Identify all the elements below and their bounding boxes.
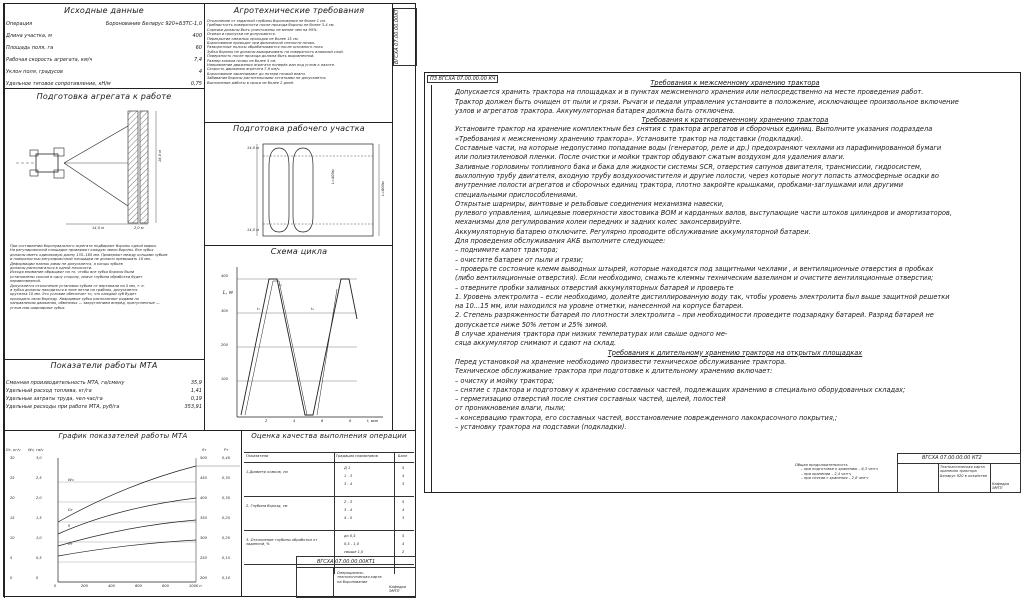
mta-chart-yleft2-tick: 0 [36,576,39,580]
mta-chart-yleft2-label: Wч, га/ч [28,448,44,452]
mta-chart-yleft2-tick: 2,5 [36,476,42,480]
left-stamp-code: ВГСХА 07.00.00.00КТ1 [317,559,376,565]
mta-chart-yright2-tick: 0,30 [222,496,231,500]
quality-row-points: 5 [402,466,405,470]
mta-chart-yleft-tick: 30 [10,456,15,460]
field-length-label: L=400м [331,169,335,184]
field-total-label: L=800м [381,181,385,196]
quality-row-grade: 0,5 - 1,0 [344,542,360,546]
mta-title: Показатели работы МТА [50,361,158,370]
mta-chart-curve-label: Эт [68,542,73,546]
left-drawing-sheet [3,3,416,597]
body-line: Перед установкой на хранение необходимо произвести техническое обслуживание трактора. [455,357,787,366]
quality-header-points: Балл [398,454,408,458]
body-line: Открытые шарниры, винтовые и резьбовые соединения механизма навески, [455,199,725,208]
mta-chart-x-tick: 600 [135,584,142,588]
prep-unit-text-line: направлению движения, обменных — закруглением вперёд, притупленные — [10,301,160,306]
body-line: – проверьте состояние клемм выводных штырей, которые находятся под защитными чехлами , и вентиляционные отверстия в пробках [455,264,934,273]
quality-row-points: 3 [402,482,405,486]
quality-row-name: 2. Глубина борозд, см [246,504,288,508]
agrotech-line: Боронование проводят при физической спелости почвы. [207,41,316,46]
right-notes-line-3: – при снятии с хранения – 2,8 чел·ч [801,476,869,481]
mta-row [6,404,202,410]
body-line: – поднимите капот трактора; [455,246,558,255]
right-title-block [897,453,1021,493]
body-line: «Требования к межсменному хранению трактора». Установите трактор на подставки (подкладки). [455,134,804,143]
mta-chart-yright-tick: 300 [200,536,207,540]
prep-unit-text-line: углом или шарнирные зубья. [10,305,66,310]
mta-chart-x-tick: 200 [81,584,88,588]
mta-label: Удельные затраты труда, чел·час/га [6,396,103,402]
body-line: – отверните пробки заливных отверстий аккумуляторных батарей и проверьте [455,283,734,292]
agrotech-line: Отклонение от заданной глубины боронования не более 1 см. [207,19,326,23]
agrotech-line: Разворотные полосы обрабатываются после основного поля. [207,45,324,50]
cycle-title: Схема цикла [270,247,328,256]
agrotech-line: Забивание бороны растительными остатками не допускается. [207,76,327,81]
mta-chart-yleft-tick: 15 [10,516,15,520]
mta-chart-curve-label: Wч [68,478,74,482]
prep-unit-text-line: Деформации планок рамы не допускается, а концы зубьев [10,261,123,266]
field-layout-drawing [207,138,391,242]
right-stamp-org: Кафедра ЭМТП [992,482,1010,491]
cycle-legend-t2: t₂ [279,283,282,287]
quality-header-grade: Градация нормативов [336,454,378,458]
quality-header-name: Показатели [246,454,269,458]
mta-row [6,388,202,394]
cycle-x-tick-2: 2 [265,419,268,423]
mta-chart-x-tick: 800 [162,584,169,588]
agrotech-line: Боронование заканчивают до потери почвой влаги. [207,71,306,76]
mta-chart-yright-tick: 350 [200,516,207,520]
prep-unit-text-line: проходить свою борозду. Кварцевые зубья располагают рядами по [10,296,140,301]
cycle-y-tick-300: 300 [221,309,228,313]
prep-unit-text-line: установлены скосом в одну сторону, иначе глубина обработки будет [10,274,143,279]
initial-data-value: 7,4 [194,57,202,63]
section-heading: Требования к межсменному хранению трактора [650,79,820,87]
mta-chart-yleft2-tick: 3,0 [36,456,42,460]
section-heading: Требования к кратковременному хранению трактора [641,116,829,125]
prep-unit-text-line: Допускается отклонение установки зубьев от вертикали на 5 мм, т. е. [10,283,145,288]
mta-chart-title: График показателей работы МТА [58,432,188,440]
prep-unit-text-line: На регулировочной площадке проверяют каждую звено бороны. Все зубья [10,248,154,253]
body-line: В случае хранения трактора при низких температурах или свыше одного ме- [455,330,728,339]
right-stamp-code: ВГСХА 07.00.00.00 КТ2 [922,455,982,461]
initial-data-label: Рабочая скорость агрегата, км/ч [6,57,93,63]
agrotech-line: Размер комков почвы не более 5 см. [207,58,277,63]
mta-chart-yright-label: Sт [202,448,207,452]
mta-row [6,396,202,402]
initial-data-row [6,45,202,51]
initial-data-value: 400 [192,33,202,39]
right-drawing-sheet [424,72,1021,493]
prep-field-section [207,124,391,244]
body-line: – снятие с трактора и подготовку к хранению составных частей, подлежащих хранению в специально оборудованных складах; [455,385,906,394]
prep-unit-text-line: а зубья должны находиться в зоне петли на граблях, допускается [10,288,138,293]
body-line: узлов и агрегатов трактора. Аккумуляторная батарея должна быть отключена. [455,106,735,115]
initial-data-value: 0,75 [190,81,202,87]
mta-chart-yleft-tick: 5 [10,556,13,560]
body-line: сяца аккумулятор снимают и сдают на склад. [455,339,617,348]
mta-chart-yleft-tick: 20 [10,496,15,500]
mta-chart-yright-tick: 500 [200,456,207,460]
right-notes-line-2: – при хранении – 2,4 чел·ч [801,471,852,476]
body-line: выхлопную трубу двигателя, входную трубу воздухоочистителя и другие полости, через которые могут попасть атмосферные осадки во [455,171,939,180]
initial-data-section [6,6,202,93]
mta-chart-yleft-tick: 0 [10,576,13,580]
cycle-section [207,247,391,429]
body-line: Аккумуляторную батарею отключите. Регулярно проводите обслуживание аккумуляторной батареи. [455,227,811,236]
mta-chart-yright2-tick: 0,15 [222,556,231,560]
mta-label: Сменная производительность МТА, га/смену [6,380,125,386]
right-stamp-title: Технологическая карта хранения трактора Беларус 920 в хозяйстве [940,465,988,478]
dim-hitch-label: 2,0 м [134,226,144,230]
agrotech-line: Выполнение работы в сроки не более 2 дней. [207,80,295,85]
left-title-block [296,556,416,598]
cycle-legend-t3: t₃ [311,307,314,311]
mta-chart-yleft-tick: 25 [10,476,15,480]
body-line: механизмы для регулирования колеи передних и задних колес законсервируйте. [455,218,742,227]
body-line: рулевого управления, шлицевые поверхности хвостовика ВОМ и карданных валов, выступающие части штоков цилиндров и амортизаторов, [455,209,952,218]
body-line: Установите трактор на хранение комплектным без снятия с трактора агрегатов и сборочных единиц. Выполните указания подраздела [455,125,933,134]
left-corner-code: ВГСХА 07.00.00.00КТ [393,8,417,66]
quality-row-points: 5 [402,500,405,504]
body-line: 2. Степень разряженности батарей по плотности электролита – при необходимости проведите подзарядку батарей. Разряд батарей не [455,311,934,320]
cycle-y-tick-200: 200 [221,343,228,347]
cycle-chart [207,259,391,427]
mta-chart-yright-tick: 450 [200,476,207,480]
mta-section [6,361,202,429]
right-notes-line-1: – при подготовке к хранению – 6,3 чел·ч [801,467,879,472]
quality-row-name: 3. Отклонение глубины обработки от заданной, % [246,538,318,547]
initial-data-row [6,33,202,39]
mta-chart-x-tick: 1000 п [189,584,202,588]
prep-unit-title: Подготовка агрегата к работе [36,92,172,101]
right-notes-title: Общая продолжительность [795,463,848,467]
mta-chart-curve-label: Gт [68,508,73,512]
cycle-legend-t1: t₁ [257,307,260,311]
initial-data-label: Площадь поля, га [6,45,54,51]
mta-chart-section [6,432,240,596]
initial-data-row [6,57,202,63]
quality-row-points: 5 [402,534,405,538]
quality-row-divider [244,530,414,531]
prep-unit-text-line: и поверхностью регулировочной площадки не должно превышать 10 мм. [10,257,151,262]
agrotech-title: Агротехнические требования [233,6,365,15]
body-line: Для проведения обслуживания АКБ выполните следующее: [455,237,666,246]
harrow-unit-drawing [6,106,202,231]
prep-unit-text-line: должны располагаться в одной плоскости. [10,266,93,271]
mta-chart-yright2-tick: 0,25 [222,516,231,520]
quality-row-points: 2 [402,550,405,554]
dim-width-label: 16,0 м [158,150,162,162]
mta-chart-yright-tick: 200 [200,576,207,580]
quality-row-grade: свыше 1,0 [344,550,364,554]
prep-unit-section [6,92,202,357]
prep-unit-text-line: При составлении боронувального агрегата подбирают бороны одной марки. [10,244,157,248]
left-stamp-org: Кафедра ЭМТП [389,585,407,594]
quality-row-grade: 3 - 4 [344,482,353,486]
agrotech-line: Сорняки должны быть уничтожены не менее чем на 95%. [207,27,318,32]
cycle-y-tick-100: 100 [221,377,228,381]
field-turn-width-label: 14,0 м [247,146,259,150]
quality-row-grade: 3 - 4 [344,508,353,512]
quality-row-grade: 2 - 3 [344,500,353,504]
quality-row-grade: 4 - 5 [344,516,353,520]
cycle-x-label: t, мин [367,419,379,423]
section-heading: Требования к длительному хранению трактора на открытых площадках [607,348,863,357]
mta-row [6,380,202,386]
quality-row-grade: до 0,5 [344,534,356,538]
mta-value: 1,41 [190,388,202,394]
mta-label: Удельные расходы при работе МТА, руб/га [6,404,120,410]
initial-data-value: 60 [195,45,202,51]
initial-data-label: Длина участка, м [6,33,52,39]
prep-unit-text-line: неравномерной. [10,279,41,284]
body-line: Допускается хранить трактора на площадках и в пунктах межсменного хранения или непосредственно на месте проведения работ. [455,88,924,97]
body-line: Заливные горловины топливного бака и бака для жидкости системы SCR, отверстия сапунов двигателя, трансмиссии, гидросистем, [455,162,922,171]
mta-chart-x-tick: 0 [54,584,57,588]
left-stamp-title: Операционно-технологическая карта на боронование [337,571,382,584]
mta-chart-yleft2-tick: 0,5 [36,556,42,560]
agrotech-line: Гребнистость поверхности после прохода бороны не более 3-4 см. [207,23,335,28]
initial-data-label: Удельное тяговое сопротивление, кН/м [6,81,111,87]
mta-value: 353,91 [184,404,202,410]
quality-section [244,432,414,574]
body-line: допускается ниже 50% летом и 25% зимой. [455,320,609,329]
body-line: – очистите батареи от пыли и грязи; [455,255,584,264]
quality-row-points: 3 [402,516,405,520]
initial-data-value: 4 [198,69,202,75]
agrotech-line: Перекрытие смежных проходов не более 15 см. [207,36,299,41]
right-corner-code: ПЗ ВГСХА 07.00.00.00 КЧ [427,75,498,83]
mta-chart-yright-tick: 250 [200,556,207,560]
mta-chart-curve-label: S [68,524,71,528]
body-line: Составные части, на которые недопустимо попадание воды (генератор, реле и др.) предохраняют чехлами из парафинированной бумаги [455,144,942,153]
quality-row-points: 4 [402,542,405,546]
mta-value: 0,19 [190,396,202,402]
initial-data-label: Уклон поля, градусов [6,69,63,75]
agrotech-section [207,6,391,85]
cycle-y-label: L, м [223,290,233,296]
quality-title: Оценка качества выполнения операции [251,432,407,440]
mta-chart-yright-tick: 400 [200,496,207,500]
mta-chart-yright2-tick: 0,35 [222,476,231,480]
initial-data-label: Операция [6,21,33,27]
body-line: (либо вентиляционные отверстия). Если необходимо, смажьте клеммы техническим вазелином и очистите вентиляционные отверстия; [455,274,934,283]
dim-length-label: 14,0 м [92,226,104,230]
body-line: внутренние полости агрегатов и сборочных единиц трактора, плотно закройте крышками, пробками-заглушками или другими [455,181,904,190]
body-line: Трактор должен быть очищен от пыли и грязи. Рычаги и педали управления установите в положение, исключающее произвольное включение [455,97,959,106]
agrotech-line: Зубья бороны не должны выворачивать на поверхность влажный слой. [207,49,344,54]
initial-data-title: Исходные данные [64,6,144,15]
mta-chart-x-tick: 400 [108,584,115,588]
mta-value: 35,9 [190,380,202,386]
quality-row-grade: Д 1 [344,466,351,470]
mta-chart-yleft-tick: 10 [10,536,15,540]
mta-chart-yright2-tick: 0,40 [222,456,231,460]
body-line: 1. Уровень электролита – если необходимо, долейте дистиллированную воду так, чтобы уровень электролита был выше защитной решетки [455,292,950,301]
quality-row-grade: 1 - 3 [344,474,353,478]
body-line: от проникновения влаги, пыли; [455,404,566,413]
cycle-x-tick-4: 4 [293,419,296,423]
mta-chart-yright2-tick: 0,10 [222,576,231,580]
body-line: – установку трактора на подставки (подкладки). [455,422,627,431]
cycle-x-tick-8: 8 [349,419,352,423]
field-turn-width-label-2: 14,0 м [247,228,259,232]
initial-data-value: Боронование Беларус 920+БЗТС-1,0 [105,21,202,27]
cycle-y-tick-400: 400 [221,274,228,278]
initial-data-row [6,81,202,87]
agrotech-line: Поверхность после прохода должна быть выровненной. [207,54,315,59]
prep-unit-text-line: крутизна 10 мм. Это условие обеспечит то, что каждый зуб будет [10,292,137,297]
initial-data-row [6,69,202,75]
body-line: или полиэтиленовой пленки. После очистки и мойки трактор обдувают сжатым воздухом для удаления влаги. [455,153,845,162]
prep-unit-text-line: Исходя внимание обращают на то, чтобы все зубья бороны были [10,270,135,275]
agrotech-line: Огрехи и пропуски не допускаются. [207,32,276,37]
quality-row-points: 4 [402,508,405,512]
mta-chart-yleft2-tick: 1,0 [36,536,42,540]
quality-row-name: 1.Диаметр комков, см [246,470,288,474]
prep-field-title: Подготовка рабочего участка [233,124,365,133]
body-line: на 10...15 мм, или находился на уровне отметки, нанесенной на корпусе батареи. [455,302,744,311]
quality-row-points: 4 [402,474,405,478]
mta-label: Удельный расход топлива, кг/га [6,388,92,394]
mta-chart-yleft2-tick: 2,0 [36,496,42,500]
cycle-x-tick-6: 6 [321,419,324,423]
body-line: – очистку и мойку трактора; [455,376,555,385]
quality-row-divider [244,496,414,497]
mta-chart-yright2-tick: 0,20 [222,536,231,540]
mta-chart-yleft2-tick: 1,5 [36,516,42,520]
body-line: – консервацию трактора, его составных частей, восстановление поврежденного лакокрасочного покрытия,; [455,413,838,422]
body-line: специальными приспособлениями. [455,190,578,199]
agrotech-line: Направление движения агрегата поперёк или под углом к пахоте. [207,63,336,68]
mta-chart-yright2-label: Pт [224,448,229,452]
body-line: Техническое обслуживание трактора при подготовке к длительному хранению включает: [455,367,773,376]
initial-data-row [6,21,202,27]
mta-chart-yleft-label: Gт, кг/ч [6,448,21,452]
agrotech-line: Скорость движения агрегата 7-9 км/ч. [207,67,281,72]
body-line: – герметизацию отверстий после снятия составных частей, щелей, полостей [455,395,726,404]
prep-unit-text-line: должны иметь одинаковую длину 135..165 мм. Проверяют между концами зубьев [10,252,168,257]
